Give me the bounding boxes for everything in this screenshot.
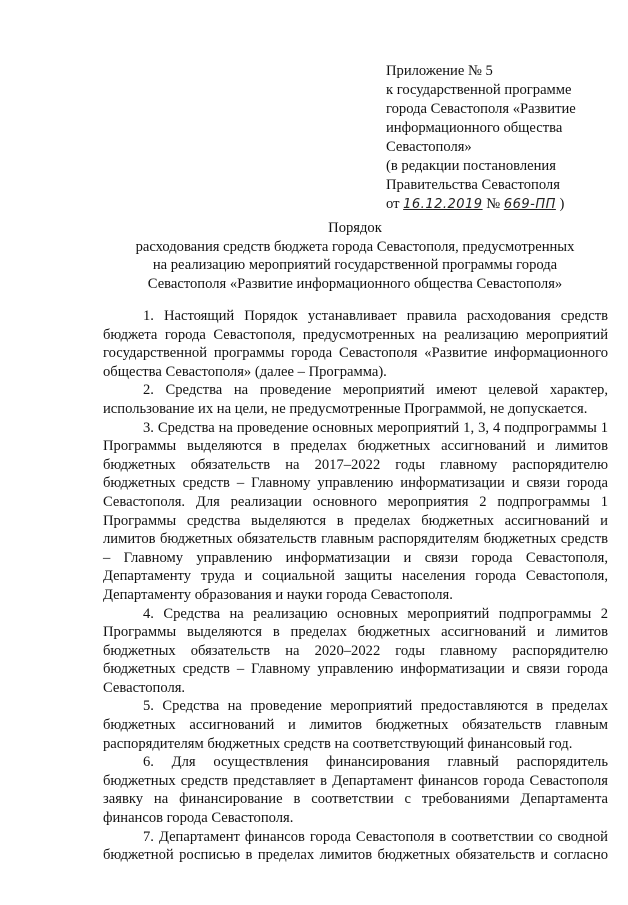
paragraph-5: 5. Средства на проведение мероприятий предоставляются в пределах бюджетных ассигнований и лимитов бюджетных обязательств главным распорядителям бюджетных средств на соответствующий финансовый год.	[103, 698, 608, 752]
appendix-line: Севастополя»	[386, 139, 472, 155]
document-title	[100, 219, 610, 294]
appendix-line: информационного общества	[386, 120, 563, 136]
handwritten-number: 669-ПП	[503, 197, 556, 212]
appendix-date-line	[386, 195, 622, 214]
paragraph-6: 6. Для осуществления финансирования главный распорядитель бюджетных средств представляет в Департамент финансов города Севастополя заявку на финансирование в соответствии с требованиями Департамента финансов города Севастополя.	[103, 754, 608, 827]
document-body	[103, 307, 608, 865]
appendix-block	[386, 62, 622, 214]
title-line: на реализацию мероприятий государственной программы города	[152, 257, 558, 274]
number-prefix: №	[486, 196, 501, 212]
appendix-line: города Севастополя «Развитие	[386, 101, 576, 117]
appendix-line: (в редакции постановления	[386, 158, 556, 174]
paragraph-4: 4. Средства на реализацию основных мероприятий подпрограммы 2 Программы выделяются в пределах бюджетных ассигнований и лимитов бюджетных обязательств на 2020–2022 годы главному распорядителю бюджетных средств – Главному управлению информатизации и связи города Севастополя.	[103, 605, 608, 696]
handwritten-date: 16.12.2019	[403, 197, 483, 212]
paragraph-7: 7. Департамент финансов города Севастополя в соответствии со сводной бюджетной росписью в пределах лимитов бюджетных обязательств и согласно	[103, 828, 608, 864]
paragraph-3: 3. Средства на проведение основных мероприятий 1, 3, 4 подпрограммы 1 Программы выделяются в пределах бюджетных ассигнований и лимитов бюджетных обязательств на 2017–2022 годы главному распорядителю бюджетных средств – Главному управлению информатизации и связи города Севастополя. Для реализации основного мероприятия 2 подпрограммы 1 Программы средства выделяются в пределах бюджетных ассигнований и лимитов бюджетных обязательств главным распорядителям бюджетных средств – Главному управлению информатизации и связи города Севастополя, Департаменту труда и социальной защиты населения города Севастополя, Департаменту образования и науки города Севастополя.	[103, 419, 608, 603]
appendix-line: Приложение № 5	[386, 63, 493, 79]
title-heading: Порядок	[328, 220, 382, 236]
paragraph-2: 2. Средства на проведение мероприятий имеют целевой характер, использование их на цели, не предусмотренные Программой, не допускается.	[103, 382, 608, 417]
appendix-line: Правительства Севастополя	[386, 177, 560, 193]
date-prefix: от	[386, 196, 400, 212]
title-line: Севастополя «Развитие информационного общества Севастополя»	[147, 276, 563, 293]
title-line: расходования средств бюджета города Севастополя, предусмотренных	[135, 238, 575, 255]
paragraph-1: 1. Настоящий Порядок устанавливает правила расходования средств бюджета города Севастополя, предусмотренных на реализацию мероприятий государственной программы города Севастополя «Развитие информационного общества Севастополя» (далее – Программа).	[103, 308, 608, 380]
date-line-close: )	[559, 196, 565, 212]
appendix-line: к государственной программе	[386, 82, 572, 98]
